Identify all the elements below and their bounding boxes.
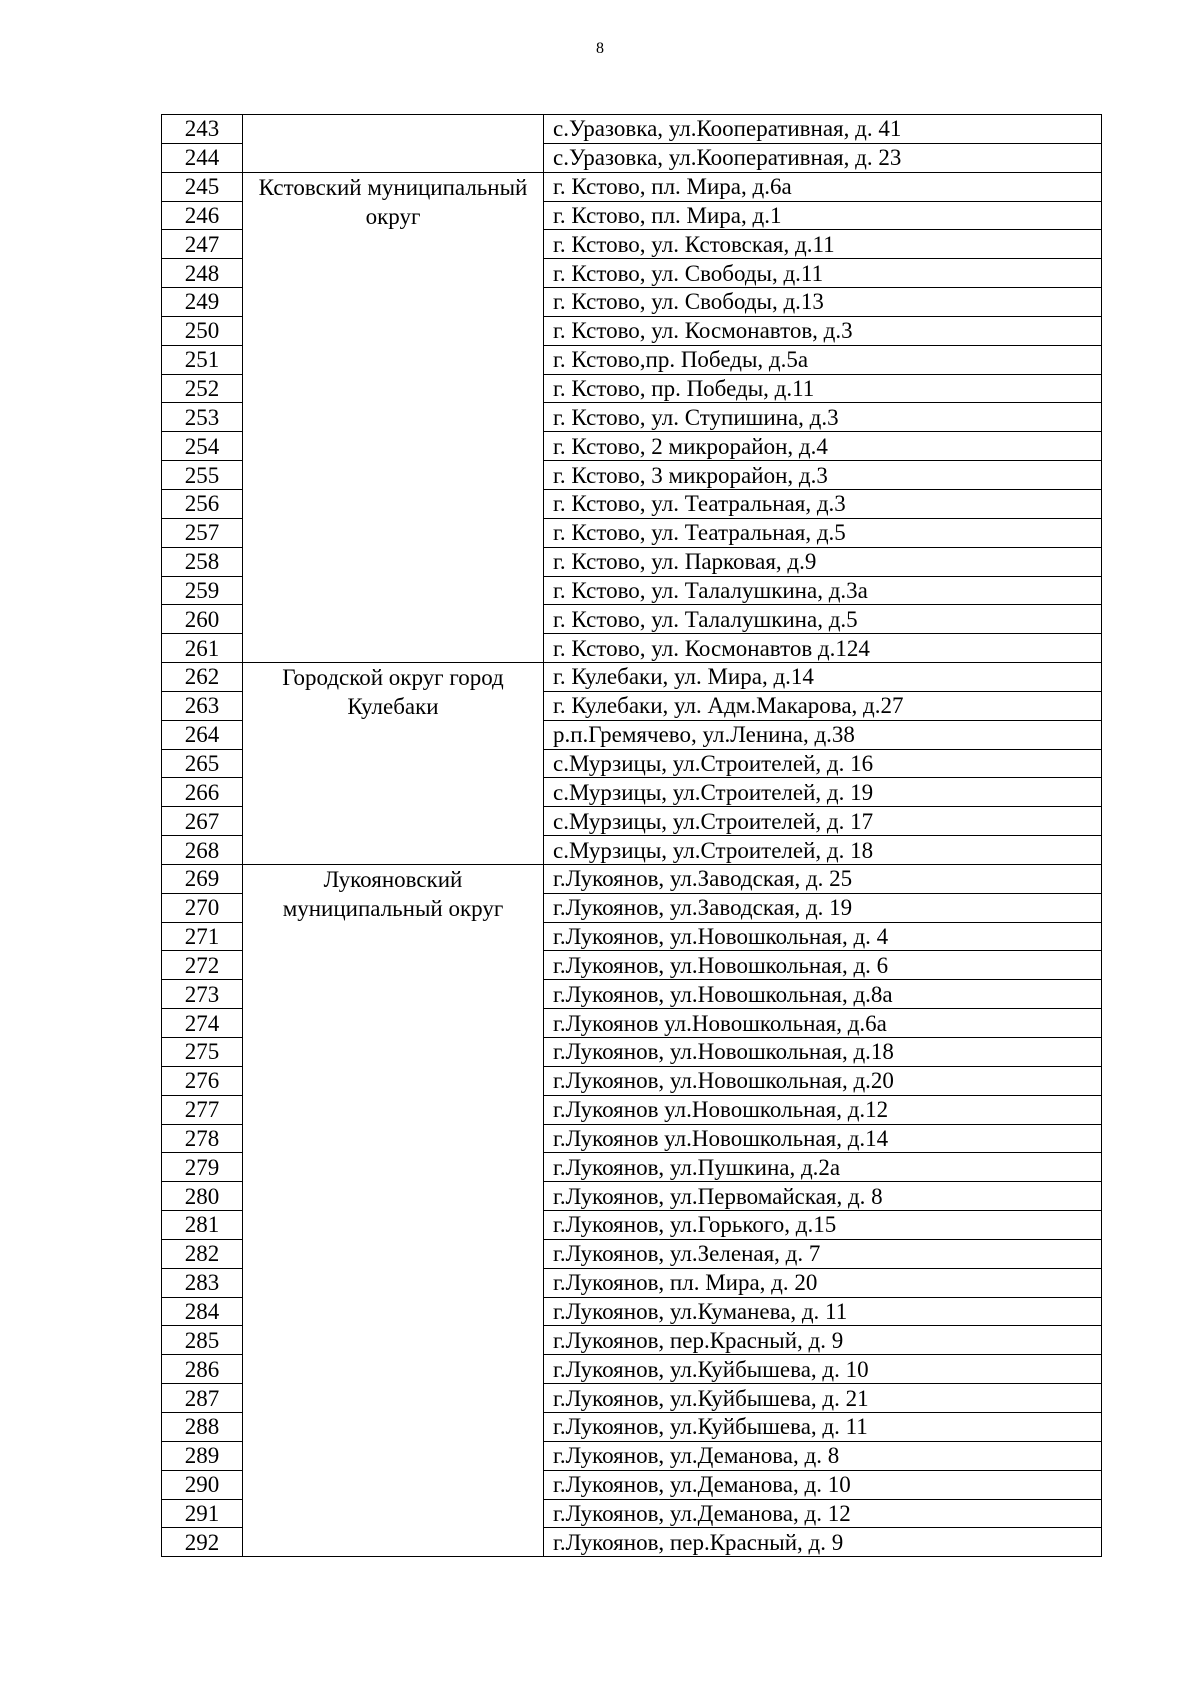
address-cell: г.Лукоянов, ул.Деманова, д. 12 <box>544 1499 1102 1528</box>
row-number: 278 <box>162 1124 243 1153</box>
address-cell: с.Мурзицы, ул.Строителей, д. 18 <box>544 836 1102 865</box>
row-number: 269 <box>162 864 243 893</box>
row-number: 259 <box>162 576 243 605</box>
row-number: 273 <box>162 980 243 1009</box>
address-cell: г.Лукоянов, ул.Новошкольная, д. 6 <box>544 951 1102 980</box>
address-cell: г.Лукоянов, ул.Заводская, д. 25 <box>544 864 1102 893</box>
address-cell: г.Лукоянов ул.Новошкольная, д.6а <box>544 1009 1102 1038</box>
row-number: 245 <box>162 172 243 201</box>
address-cell: г. Кстово, пл. Мира, д.6а <box>544 172 1102 201</box>
address-cell: г.Лукоянов, ул.Пушкина, д.2а <box>544 1153 1102 1182</box>
address-table <box>161 114 1102 1557</box>
row-number: 285 <box>162 1326 243 1355</box>
address-cell: г. Кулебаки, ул. Адм.Макарова, д.27 <box>544 691 1102 720</box>
row-number: 271 <box>162 922 243 951</box>
row-number: 281 <box>162 1211 243 1240</box>
address-cell: г.Лукоянов, ул.Горького, д.15 <box>544 1211 1102 1240</box>
address-cell: г.Лукоянов, ул.Куйбышева, д. 11 <box>544 1412 1102 1441</box>
address-cell: г.Лукоянов, ул.Заводская, д. 19 <box>544 893 1102 922</box>
row-number: 277 <box>162 1095 243 1124</box>
address-cell: с.Уразовка, ул.Кооперативная, д. 23 <box>544 143 1102 172</box>
row-number: 262 <box>162 663 243 692</box>
row-number: 254 <box>162 432 243 461</box>
address-cell: г.Лукоянов, ул.Деманова, д. 8 <box>544 1441 1102 1470</box>
address-cell: с.Мурзицы, ул.Строителей, д. 17 <box>544 807 1102 836</box>
row-number: 264 <box>162 720 243 749</box>
row-number: 267 <box>162 807 243 836</box>
row-number: 291 <box>162 1499 243 1528</box>
address-cell: г. Кстово, ул. Ступишина, д.3 <box>544 403 1102 432</box>
address-cell: г. Кстово, ул. Талалушкина, д.3а <box>544 576 1102 605</box>
district-name: Городской округ город Кулебаки <box>243 663 544 865</box>
row-number: 260 <box>162 605 243 634</box>
row-number: 276 <box>162 1066 243 1095</box>
address-cell: г.Лукоянов, ул.Новошкольная, д. 4 <box>544 922 1102 951</box>
row-number: 275 <box>162 1038 243 1067</box>
district-name: Лукояновский муниципальный округ <box>243 864 544 1556</box>
address-cell: с.Уразовка, ул.Кооперативная, д. 41 <box>544 115 1102 144</box>
address-cell: г.Лукоянов, ул.Куйбышева, д. 21 <box>544 1384 1102 1413</box>
address-cell: г. Кстово, 3 микрорайон, д.3 <box>544 461 1102 490</box>
address-cell: г.Лукоянов, ул.Новошкольная, д.8а <box>544 980 1102 1009</box>
address-cell: г. Кстово, пл. Мира, д.1 <box>544 201 1102 230</box>
address-cell: с.Мурзицы, ул.Строителей, д. 19 <box>544 778 1102 807</box>
address-cell: г. Кстово, ул. Свободы, д.11 <box>544 259 1102 288</box>
row-number: 256 <box>162 489 243 518</box>
row-number: 255 <box>162 461 243 490</box>
row-number: 247 <box>162 230 243 259</box>
row-number: 263 <box>162 691 243 720</box>
row-number: 286 <box>162 1355 243 1384</box>
row-number: 289 <box>162 1441 243 1470</box>
district-name: Кстовский муниципальный округ <box>243 172 544 662</box>
row-number: 288 <box>162 1412 243 1441</box>
address-cell: г.Лукоянов, ул.Зеленая, д. 7 <box>544 1239 1102 1268</box>
row-number: 282 <box>162 1239 243 1268</box>
address-cell: г.Лукоянов ул.Новошкольная, д.12 <box>544 1095 1102 1124</box>
row-number: 272 <box>162 951 243 980</box>
address-table-body <box>162 115 1102 1557</box>
address-cell: г.Лукоянов, ул.Новошкольная, д.20 <box>544 1066 1102 1095</box>
row-number: 266 <box>162 778 243 807</box>
address-cell: г. Кстово, ул. Парковая, д.9 <box>544 547 1102 576</box>
row-number: 261 <box>162 634 243 663</box>
address-cell: г. Кстово, ул. Театральная, д.5 <box>544 518 1102 547</box>
address-cell: г. Кстово, ул. Космонавтов, д.3 <box>544 316 1102 345</box>
address-cell: г.Лукоянов, ул.Первомайская, д. 8 <box>544 1182 1102 1211</box>
row-number: 274 <box>162 1009 243 1038</box>
table-row <box>162 115 1102 144</box>
row-number: 248 <box>162 259 243 288</box>
row-number: 252 <box>162 374 243 403</box>
address-cell: г.Лукоянов, пер.Красный, д. 9 <box>544 1528 1102 1557</box>
row-number: 258 <box>162 547 243 576</box>
address-cell: г.Лукоянов, ул.Деманова, д. 10 <box>544 1470 1102 1499</box>
address-cell: г. Кстово, ул. Свободы, д.13 <box>544 288 1102 317</box>
row-number: 249 <box>162 288 243 317</box>
address-cell: г. Кстово,пр. Победы, д.5а <box>544 345 1102 374</box>
address-cell: г. Кстово, ул. Талалушкина, д.5 <box>544 605 1102 634</box>
address-cell: г.Лукоянов, пер.Красный, д. 9 <box>544 1326 1102 1355</box>
address-cell: г. Кстово, ул. Космонавтов д.124 <box>544 634 1102 663</box>
row-number: 265 <box>162 749 243 778</box>
row-number: 253 <box>162 403 243 432</box>
address-cell: г.Лукоянов, пл. Мира, д. 20 <box>544 1268 1102 1297</box>
address-cell: г.Лукоянов, ул.Куйбышева, д. 10 <box>544 1355 1102 1384</box>
address-cell: г. Кулебаки, ул. Мира, д.14 <box>544 663 1102 692</box>
address-cell: г. Кстово, ул. Кстовская, д.11 <box>544 230 1102 259</box>
table-row <box>162 172 1102 201</box>
address-cell: г. Кстово, 2 микрорайон, д.4 <box>544 432 1102 461</box>
row-number: 243 <box>162 115 243 144</box>
row-number: 280 <box>162 1182 243 1211</box>
row-number: 250 <box>162 316 243 345</box>
address-cell: г. Кстово, ул. Театральная, д.3 <box>544 489 1102 518</box>
address-cell: г.Лукоянов, ул.Куманева, д. 11 <box>544 1297 1102 1326</box>
row-number: 292 <box>162 1528 243 1557</box>
row-number: 287 <box>162 1384 243 1413</box>
address-cell: г.Лукоянов, ул.Новошкольная, д.18 <box>544 1038 1102 1067</box>
address-cell: г. Кстово, пр. Победы, д.11 <box>544 374 1102 403</box>
district-name <box>243 115 544 173</box>
table-row <box>162 864 1102 893</box>
row-number: 290 <box>162 1470 243 1499</box>
address-cell: г.Лукоянов ул.Новошкольная, д.14 <box>544 1124 1102 1153</box>
address-cell: с.Мурзицы, ул.Строителей, д. 16 <box>544 749 1102 778</box>
row-number: 257 <box>162 518 243 547</box>
row-number: 246 <box>162 201 243 230</box>
address-cell: р.п.Гремячево, ул.Ленина, д.38 <box>544 720 1102 749</box>
row-number: 284 <box>162 1297 243 1326</box>
row-number: 283 <box>162 1268 243 1297</box>
row-number: 279 <box>162 1153 243 1182</box>
row-number: 268 <box>162 836 243 865</box>
row-number: 244 <box>162 143 243 172</box>
page-number: 8 <box>596 40 604 57</box>
row-number: 251 <box>162 345 243 374</box>
table-row <box>162 663 1102 692</box>
row-number: 270 <box>162 893 243 922</box>
